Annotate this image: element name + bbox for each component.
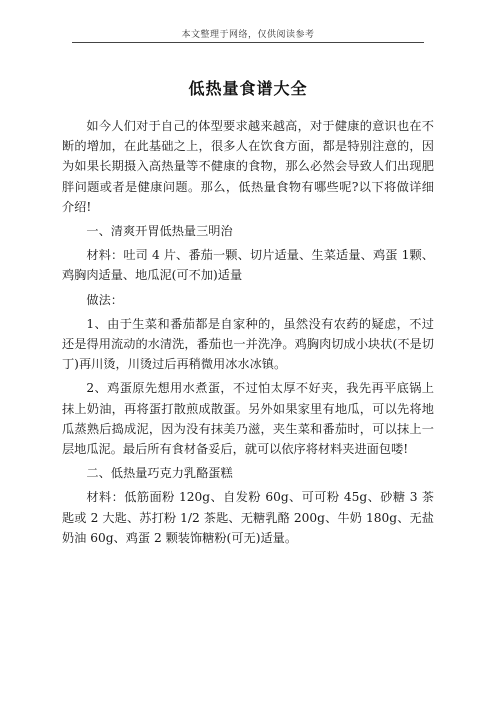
section-heading-sandwich: 一、清爽开胃低热量三明治 [86, 224, 233, 239]
cake-ingredients: 材料：低筋面粉 120g、自发粉 60g、可可粉 45g、砂糖 3 茶匙或 2 大匙、苏打粉 1/2 茶匙、无糖乳酪 200g、牛奶 180g、无盐奶油 60g、鸡蛋 2 颗装饰糖粉(可无)适量。 [62, 490, 434, 545]
document-title: 低热量食谱大全 [188, 79, 308, 98]
header-note: 本文整理于网络，仅供阅读参考 [181, 30, 315, 40]
intro-paragraph: 如今人们对于自己的体型要求越来越高，对于健康的意识也在不断的增加，在此基础之上，很多人在饮食方面，都是特别注意的，因为如果长期摄入高热量等不健康的食物，那么必然会导致人们出现肥胖问题或者是健康问题。那么，低热量食物有哪些呢?以下将做详细介绍! [62, 119, 434, 214]
header-divider [72, 42, 424, 43]
section-heading-cake: 二、低热量巧克力乳酪蛋糕 [86, 466, 233, 481]
sandwich-ingredients: 材料：吐司 4 片、番茄一颗、切片适量、生菜适量、鸡蛋 1颗、鸡胸肉适量、地瓜泥(可不加)适量 [62, 248, 434, 283]
sandwich-step-2: 2、鸡蛋原先想用水煮蛋，不过怕太厚不好夹，我先再平底锅上抹上奶油，再将蛋打散煎成散蛋。另外如果家里有地瓜，可以先将地瓜蒸熟后捣成泥，因为没有抹美乃滋，夹生菜和番茄时，可以抹上一层地瓜泥。最后所有食材备妥后，就可以依序将材料夹进面包喽! [62, 381, 434, 457]
document-body [62, 116, 434, 552]
sandwich-step-1: 1、由于生菜和番茄都是自家种的，虽然没有农药的疑虑，不过还是得用流动的水清洗，番茄也一并洗净。鸡胸肉切成小块状(不是切丁)再川烫，川烫过后再稍微用冰水冰镇。 [62, 316, 434, 372]
method-label: 做法： [86, 292, 123, 307]
